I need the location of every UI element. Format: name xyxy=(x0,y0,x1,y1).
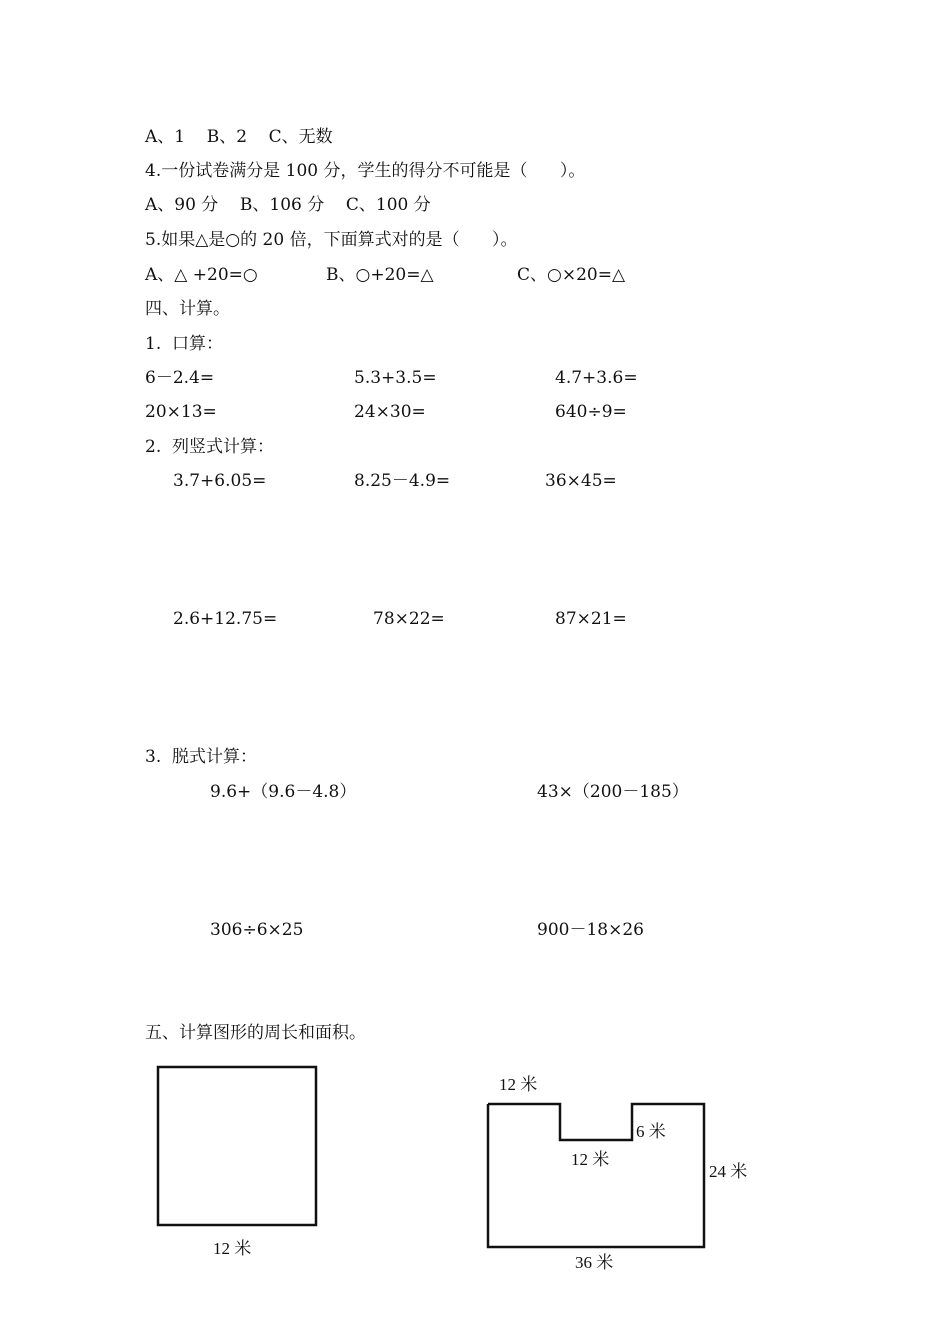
notched-bottom-label: 36 米 xyxy=(575,1253,614,1272)
stepwise-item: 9.6+（9.6－4.8） xyxy=(210,782,357,802)
stepwise-item: 43×（200－185） xyxy=(537,782,689,802)
stepwise-heading: 3. 脱式计算： xyxy=(145,747,258,767)
oral-item: 4.7+3.6= xyxy=(555,368,638,388)
section4-title: 四、计算。 xyxy=(145,299,230,319)
notched-figure xyxy=(488,1104,704,1247)
notched-top-left-label: 12 米 xyxy=(499,1075,538,1094)
q5-question: 5.如果△是○的 20 倍，下面算式对的是（ ）。 xyxy=(145,230,518,250)
square-figure xyxy=(158,1067,316,1225)
q4-options: A、90 分 B、106 分 C、100 分 xyxy=(145,195,431,215)
oral-item: 24×30= xyxy=(354,402,426,422)
vertical-item: 87×21= xyxy=(555,609,627,629)
vertical-item: 2.6+12.75= xyxy=(173,609,278,629)
notched-right-side-label: 24 米 xyxy=(709,1162,748,1181)
oral-heading: 1. 口算： xyxy=(145,334,224,354)
stepwise-item: 306÷6×25 xyxy=(210,920,304,940)
section5-title: 五、计算图形的周长和面积。 xyxy=(145,1023,366,1043)
vertical-item: 8.25－4.9= xyxy=(354,471,451,491)
vertical-item: 78×22= xyxy=(373,609,445,629)
oral-item: 5.3+3.5= xyxy=(354,368,437,388)
oral-item: 640÷9= xyxy=(555,402,627,422)
q5-option-b: B、○+20=△ xyxy=(326,265,434,285)
vertical-item: 36×45= xyxy=(545,471,617,491)
oral-item: 6－2.4= xyxy=(145,368,215,388)
oral-item: 20×13= xyxy=(145,402,217,422)
stepwise-item: 900－18×26 xyxy=(537,920,644,940)
square-side-label: 12 米 xyxy=(213,1239,252,1258)
q5-option-a: A、△ +20=○ xyxy=(145,265,258,285)
q5-option-c: C、○×20=△ xyxy=(517,265,626,285)
notched-notch-width-label: 12 米 xyxy=(571,1150,610,1169)
vertical-heading: 2. 列竖式计算： xyxy=(145,437,275,457)
q3-options: A、1 B、2 C、无数 xyxy=(145,127,333,147)
notched-notch-depth-label: 6 米 xyxy=(636,1122,666,1141)
vertical-item: 3.7+6.05= xyxy=(173,471,267,491)
q4-question: 4.一份试卷满分是 100 分，学生的得分不可能是（ ）。 xyxy=(145,161,586,181)
